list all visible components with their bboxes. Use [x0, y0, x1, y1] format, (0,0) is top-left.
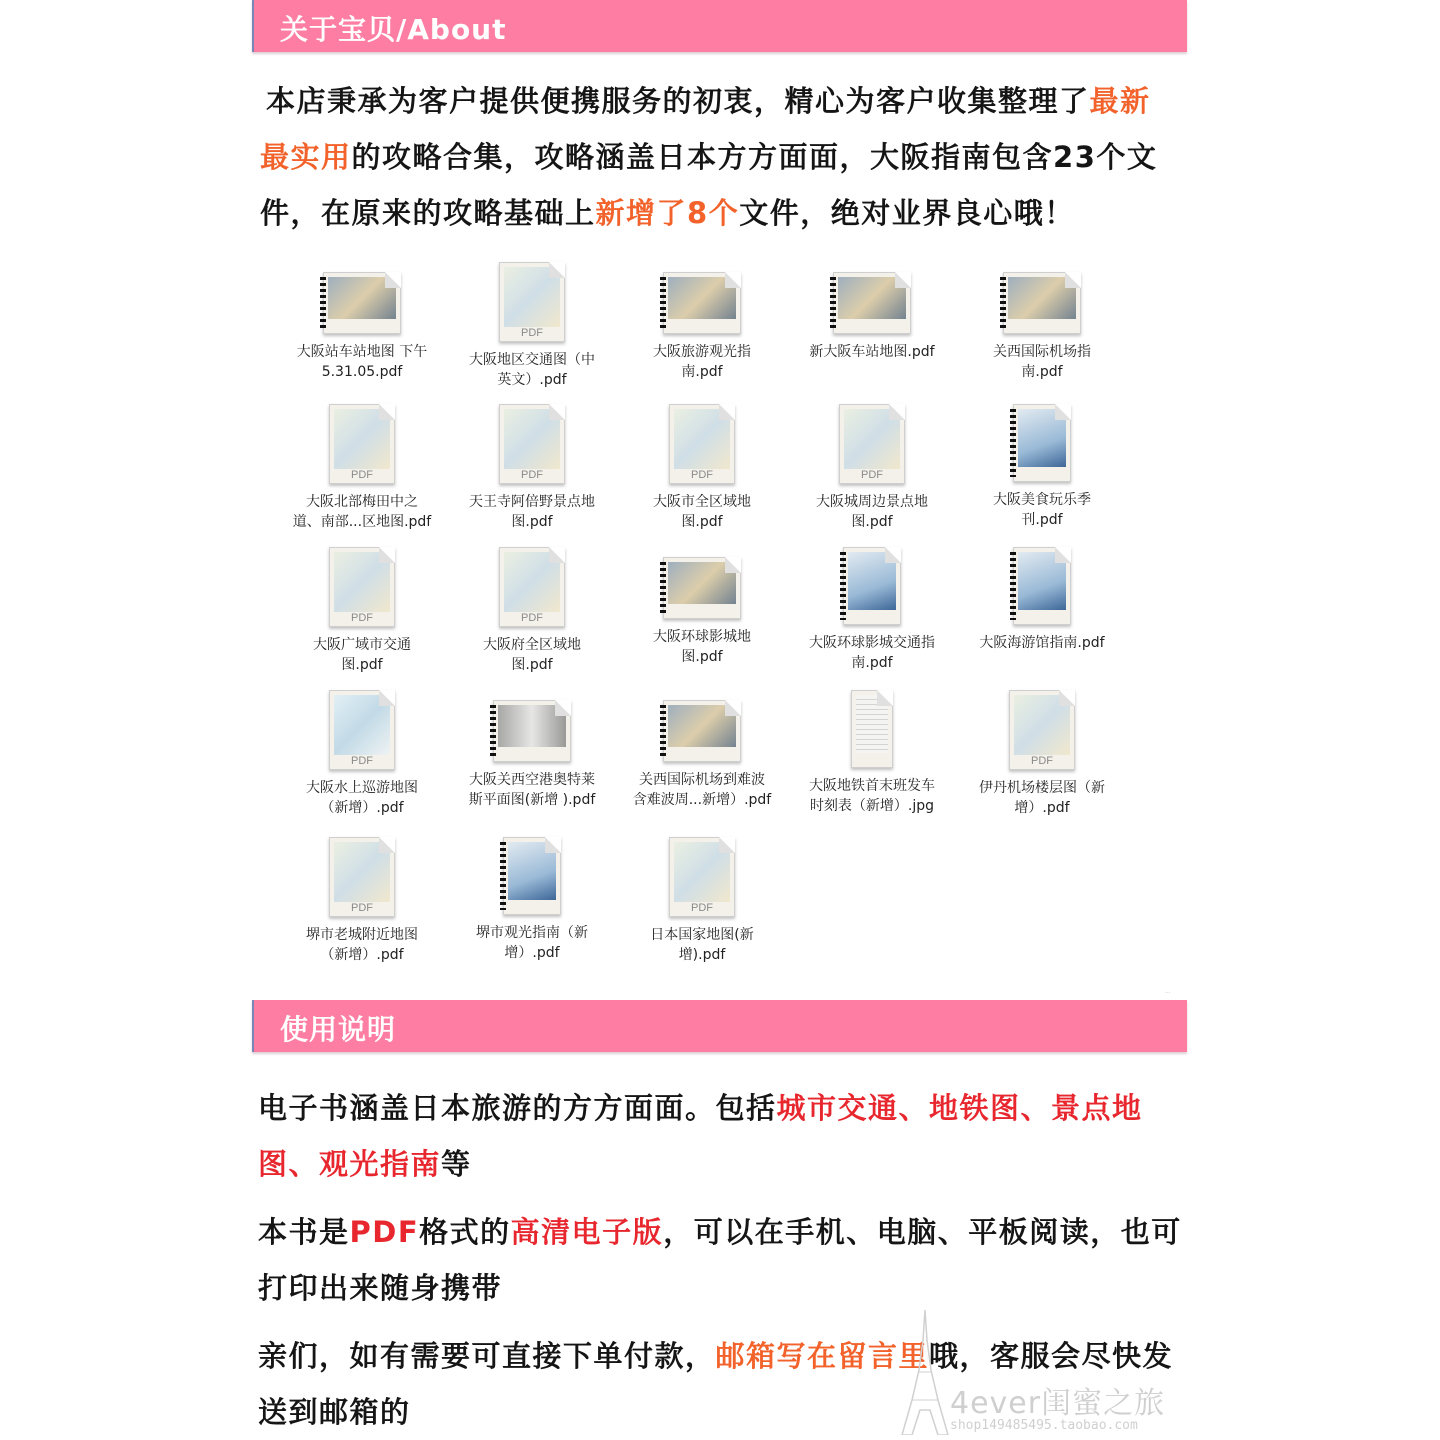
spiral-binding-icon	[660, 705, 666, 757]
file-name-line-2: 刊.pdf	[1021, 512, 1063, 528]
file-item[interactable]	[282, 547, 442, 675]
file-item[interactable]	[282, 690, 442, 818]
file-item[interactable]	[792, 262, 952, 362]
file-name-line-1: 大阪环球影城交通指	[809, 635, 935, 651]
file-name-line-2: （新增）.pdf	[320, 947, 404, 963]
pdf-file-icon[interactable]	[1003, 272, 1081, 334]
file-item[interactable]	[622, 837, 782, 965]
usage-highlight: PDF	[349, 1215, 420, 1249]
usage-text: 哦，客服会尽快发送到邮箱的	[258, 1339, 1174, 1429]
pdf-label: PDF	[1031, 755, 1053, 767]
pdf-file-icon[interactable]	[663, 272, 741, 334]
page-curl-icon	[545, 837, 561, 853]
tiny-mark: ···	[1165, 990, 1171, 997]
watermark-brand: 4ever闺蜜之旅	[950, 1386, 1166, 1421]
usage-paragraph-1	[258, 1080, 1183, 1192]
spiral-binding-icon	[660, 277, 666, 329]
file-name-line-2: 英文）.pdf	[497, 372, 567, 388]
page-curl-icon	[1055, 547, 1071, 563]
spiral-binding-icon	[500, 842, 506, 910]
usage-section-title: 使用说明	[280, 1013, 397, 1046]
intro-text: 文件，绝对业界良心哦！	[739, 196, 1075, 230]
file-name	[962, 778, 1122, 818]
file-name	[962, 342, 1122, 382]
pdf-file-icon[interactable]	[843, 547, 901, 625]
intro-text: 件，在原来的攻略基础上	[260, 196, 596, 230]
file-name-line-2: 增）.pdf	[504, 945, 560, 961]
file-name-line-1: 伊丹机场楼层图（新	[979, 780, 1105, 796]
file-item[interactable]	[452, 690, 612, 810]
intro-line-2	[260, 129, 1185, 185]
page-curl-icon	[555, 700, 571, 716]
file-item[interactable]	[452, 262, 612, 390]
file-name-line-2: 时刻表（新增）.jpg	[809, 798, 935, 814]
file-name	[792, 633, 952, 673]
file-name-line-1: 堺市老城附近地图	[306, 927, 418, 943]
pdf-file-icon[interactable]	[663, 557, 741, 619]
file-name-line-2: 图.pdf	[681, 514, 723, 530]
spiral-binding-icon	[1000, 277, 1006, 329]
file-name-line-2: 图.pdf	[511, 514, 553, 530]
watermark-shop-url: shop149485495.taobao.com	[950, 1418, 1138, 1433]
file-name	[792, 776, 952, 816]
usage-highlight: 邮箱写在留言里	[715, 1339, 930, 1373]
file-item[interactable]	[622, 262, 782, 382]
pdf-file-icon[interactable]	[669, 404, 735, 484]
page-curl-icon	[385, 272, 401, 288]
file-name-line-1: 大阪地区交通图（中	[469, 352, 595, 368]
file-name-line-1: 大阪地铁首末班发车	[809, 778, 935, 794]
file-name-line-1: 大阪海游馆指南.pdf	[979, 635, 1105, 651]
file-item[interactable]	[962, 547, 1122, 653]
file-name	[792, 342, 952, 362]
about-section-title: 关于宝贝/About	[280, 13, 507, 46]
file-name-line-2: 增).pdf	[678, 947, 726, 963]
file-name	[452, 923, 612, 963]
file-item[interactable]	[962, 262, 1122, 382]
usage-paragraph-3	[258, 1328, 1183, 1440]
file-name-line-1: 日本国家地图(新	[650, 927, 754, 943]
intro-highlight: 最新	[1089, 84, 1151, 118]
page-curl-icon	[549, 547, 565, 563]
file-name	[622, 492, 782, 532]
intro-text: 本店秉承为客户提供便携服务的初衷，精心为客户收集整理了	[266, 84, 1090, 118]
pdf-label: PDF	[351, 612, 373, 624]
file-item[interactable]	[792, 547, 952, 673]
usage-text: 格式的	[419, 1215, 511, 1249]
pdf-file-icon[interactable]	[663, 700, 741, 762]
file-name	[282, 778, 442, 818]
usage-text: 等	[441, 1147, 472, 1181]
file-name-line-2: 图.pdf	[851, 514, 893, 530]
page-curl-icon	[719, 404, 735, 420]
file-name-line-2: 图.pdf	[681, 649, 723, 665]
file-name-line-2: 5.31.05.pdf	[321, 364, 403, 380]
file-item[interactable]	[452, 837, 612, 963]
file-name	[452, 770, 612, 810]
pdf-label: PDF	[691, 902, 713, 914]
page-curl-icon	[895, 272, 911, 288]
file-name	[962, 633, 1122, 653]
file-name	[282, 635, 442, 675]
pdf-file-icon[interactable]	[839, 404, 905, 484]
page-curl-icon	[1065, 272, 1081, 288]
pdf-file-icon[interactable]	[669, 837, 735, 917]
file-item[interactable]	[452, 404, 612, 532]
page-curl-icon	[1055, 404, 1071, 420]
page-curl-icon	[379, 690, 395, 706]
spiral-binding-icon	[1010, 409, 1016, 477]
pdf-file-icon[interactable]	[1009, 690, 1075, 770]
usage-section-header	[252, 1000, 1187, 1052]
file-item[interactable]	[792, 690, 952, 816]
file-name	[452, 635, 612, 675]
spiral-binding-icon	[840, 552, 846, 620]
file-name-line-1: 大阪府全区域地	[483, 637, 581, 653]
pdf-label: PDF	[691, 469, 713, 481]
page-curl-icon	[1059, 690, 1075, 706]
file-name	[622, 342, 782, 382]
pdf-label: PDF	[521, 469, 543, 481]
file-item[interactable]	[622, 690, 782, 810]
usage-text: 亲们，如有需要可直接下单付款，	[258, 1339, 716, 1373]
file-item[interactable]	[622, 547, 782, 667]
page-curl-icon	[725, 272, 741, 288]
pdf-label: PDF	[351, 755, 373, 767]
file-name-line-1: 大阪市全区域地	[653, 494, 751, 510]
file-item[interactable]	[282, 837, 442, 965]
file-name-line-2: 增）.pdf	[1014, 800, 1070, 816]
file-item[interactable]	[282, 262, 442, 382]
page-curl-icon	[877, 690, 893, 706]
file-name-line-1: 大阪关西空港奥特莱	[469, 772, 595, 788]
pdf-file-icon[interactable]	[329, 547, 395, 627]
about-section-header	[252, 0, 1187, 52]
intro-line-1	[260, 73, 1185, 129]
page-curl-icon	[889, 404, 905, 420]
file-name-line-1: 关西国际机场指	[993, 344, 1091, 360]
pdf-file-icon[interactable]	[503, 837, 561, 915]
pdf-file-icon[interactable]	[1013, 404, 1071, 482]
file-name-line-2: 图.pdf	[341, 657, 383, 673]
file-name-line-1: 大阪城周边景点地	[816, 494, 928, 510]
file-name-line-1: 新大阪车站地图.pdf	[809, 344, 935, 360]
pdf-file-icon[interactable]	[499, 262, 565, 342]
pdf-label: PDF	[521, 327, 543, 339]
usage-highlight: 高清电子版	[510, 1215, 664, 1249]
pdf-file-icon[interactable]	[1013, 547, 1071, 625]
spiral-binding-icon	[320, 277, 326, 329]
intro-line-3	[260, 185, 1185, 241]
spiral-binding-icon	[490, 705, 496, 757]
file-name-line-2: 南.pdf	[851, 655, 893, 671]
file-name-line-1: 堺市观光指南（新	[476, 925, 588, 941]
spiral-binding-icon	[660, 562, 666, 614]
pdf-file-icon[interactable]	[833, 272, 911, 334]
file-name-line-1: 大阪美食玩乐季	[993, 492, 1091, 508]
file-name-line-2: 图.pdf	[511, 657, 553, 673]
file-name-line-2: （新增）.pdf	[320, 800, 404, 816]
file-name-line-1: 大阪旅游观光指	[653, 344, 751, 360]
usage-paragraphs	[258, 1080, 1183, 1440]
file-name	[622, 925, 782, 965]
page-curl-icon	[379, 547, 395, 563]
file-name	[282, 492, 442, 532]
intro-text: 的攻略合集，攻略涵盖日本方方面面，大阪指南包含23个文	[351, 140, 1158, 174]
pdf-file-icon[interactable]	[323, 272, 401, 334]
page-curl-icon	[719, 837, 735, 853]
file-name-line-1: 大阪广域市交通	[313, 637, 411, 653]
page-curl-icon	[379, 837, 395, 853]
page-curl-icon	[549, 262, 565, 278]
file-name-line-2: 含难波周...新增）.pdf	[632, 792, 772, 808]
pdf-file-icon[interactable]	[329, 690, 395, 770]
file-name-line-2: 道、南部...区地图.pdf	[292, 514, 432, 530]
intro-highlight: 最实用	[260, 140, 352, 174]
file-name-line-1: 大阪北部梅田中之	[306, 494, 418, 510]
usage-text: 本书是	[258, 1215, 350, 1249]
image-file-icon[interactable]	[851, 690, 893, 768]
file-name	[792, 492, 952, 532]
intro-paragraph	[260, 73, 1185, 241]
file-name-line-1: 大阪站车站地图 下午	[296, 344, 428, 360]
spiral-binding-icon	[830, 277, 836, 329]
spiral-binding-icon	[1010, 552, 1016, 620]
usage-paragraph-2	[258, 1204, 1183, 1316]
file-name-line-1: 大阪水上巡游地图	[306, 780, 418, 796]
file-item[interactable]	[452, 547, 612, 675]
file-item[interactable]	[792, 404, 952, 532]
pdf-file-icon[interactable]	[499, 404, 565, 484]
page-curl-icon	[885, 547, 901, 563]
page-curl-icon	[725, 557, 741, 573]
file-name-line-1: 关西国际机场到难波	[639, 772, 765, 788]
pdf-label: PDF	[521, 612, 543, 624]
usage-text: ，可以在手机、电脑、平板阅读，也可打印出来随身携带	[258, 1215, 1182, 1305]
page-curl-icon	[549, 404, 565, 420]
file-item[interactable]	[282, 404, 442, 532]
file-name	[282, 342, 442, 382]
file-name	[622, 770, 782, 810]
file-name-line-2: 南.pdf	[1021, 364, 1063, 380]
file-name-line-1: 大阪环球影城地	[653, 629, 751, 645]
file-item[interactable]	[962, 404, 1122, 530]
page-curl-icon	[379, 404, 395, 420]
file-name	[452, 350, 612, 390]
file-item[interactable]	[622, 404, 782, 532]
pdf-label: PDF	[351, 469, 373, 481]
file-item[interactable]	[962, 690, 1122, 818]
file-name-line-1: 天王寺阿倍野景点地	[469, 494, 595, 510]
pdf-label: PDF	[351, 902, 373, 914]
usage-highlight: 城市交通、地铁图、景点地图、观光指南	[258, 1091, 1143, 1181]
pdf-file-icon[interactable]	[499, 547, 565, 627]
file-name	[282, 925, 442, 965]
pdf-file-icon[interactable]	[493, 700, 571, 762]
file-name	[962, 490, 1122, 530]
file-name-line-2: 南.pdf	[681, 364, 723, 380]
pdf-file-icon[interactable]	[329, 837, 395, 917]
file-name	[452, 492, 612, 532]
intro-highlight: 新增了8个	[595, 196, 740, 230]
pdf-label: PDF	[861, 469, 883, 481]
pdf-file-icon[interactable]	[329, 404, 395, 484]
file-name	[622, 627, 782, 667]
file-name-line-2: 斯平面图(新增 ).pdf	[468, 792, 596, 808]
usage-text: 电子书涵盖日本旅游的方方面面。包括	[258, 1091, 777, 1125]
page-curl-icon	[725, 700, 741, 716]
